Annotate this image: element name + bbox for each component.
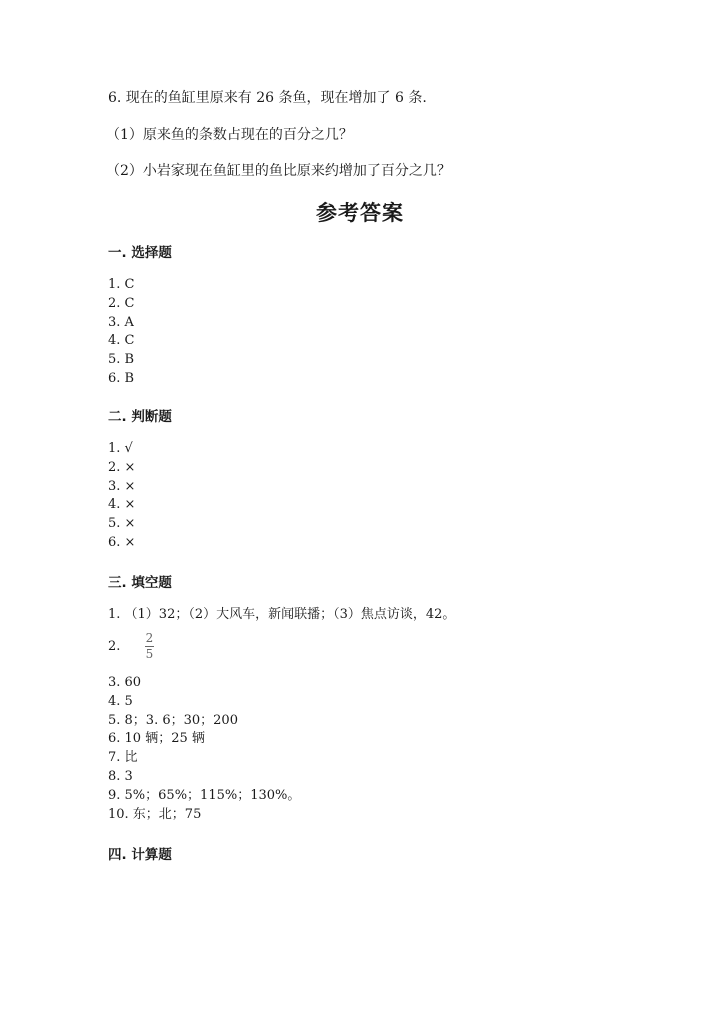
fill-answer-list [108, 674, 300, 824]
page-title: 参考答案 [316, 201, 404, 225]
choice-answer: 3. A [108, 314, 134, 330]
choice-answer-list [108, 276, 134, 389]
choice-answer: 2. C [108, 295, 135, 311]
fill-answer-2-label: 2. [108, 639, 121, 654]
section-heading-choice: 一. 选择题 [108, 245, 172, 261]
fill-answer: 5. 8；3. 6；30；200 [108, 712, 238, 728]
choice-answer: 1. C [108, 277, 135, 292]
fill-answer: 9. 5%；65%；115%；130%。 [108, 787, 301, 803]
fraction-numerator: 2 [145, 631, 154, 645]
fill-answer: 7. 比 [108, 750, 138, 766]
judge-answer: 1. √ [108, 441, 133, 456]
fill-answer: 3. 60 [108, 675, 142, 690]
fill-answer: 8. 3 [108, 768, 133, 784]
fraction-denominator: 5 [145, 647, 154, 661]
choice-answer: 4. C [108, 333, 135, 349]
judge-answer: 4. × [108, 497, 136, 513]
judge-answer: 6. × [108, 534, 136, 550]
fill-answer: 6. 10 辆；25 辆 [108, 731, 205, 747]
fraction-two-fifths [145, 632, 154, 661]
fill-answer: 4. 5 [108, 693, 133, 709]
section-heading-fill: 三. 填空题 [108, 575, 172, 591]
judge-answer-list [108, 440, 135, 553]
section-heading-calc: 四. 计算题 [108, 847, 172, 863]
question-6-sub1: （1）原来鱼的条数占现在的百分之几？ [106, 127, 353, 143]
question-6-sub2: （2）小岩家现在鱼缸里的鱼比原来约增加了百分之几？ [106, 163, 451, 179]
judge-answer: 5. × [108, 516, 136, 532]
fill-answer: 10. 东；北；75 [108, 806, 202, 822]
judge-answer: 2. × [108, 459, 136, 475]
fill-answer-1: 1. （1）32；（2）大风车，新闻联播；（3）焦点访谈，42。 [108, 607, 456, 622]
section-heading-judge: 二. 判断题 [108, 409, 172, 425]
question-6-stem: 6. 现在的鱼缸里原来有 26 条鱼，现在增加了 6 条. [108, 90, 427, 106]
choice-answer: 5. B [108, 352, 135, 368]
judge-answer: 3. × [108, 478, 136, 494]
choice-answer: 6. B [108, 370, 135, 386]
